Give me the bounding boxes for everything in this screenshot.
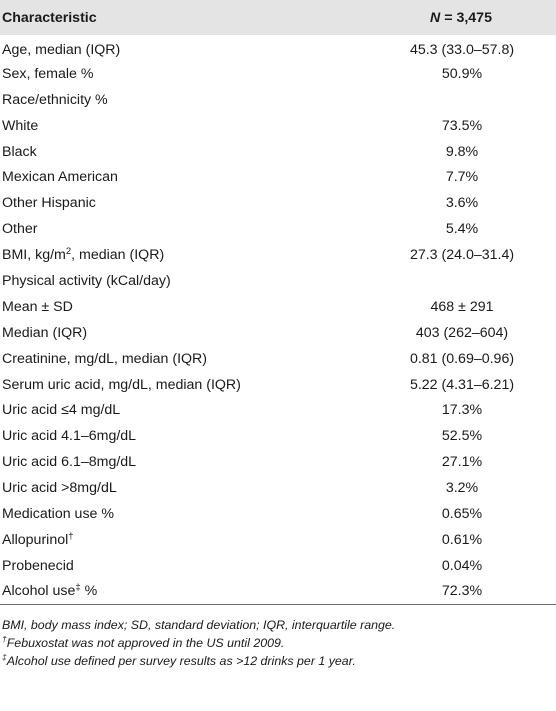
row-label: Uric acid >8mg/dL bbox=[2, 480, 117, 497]
row-value: 45.3 (33.0–57.8) bbox=[409, 41, 515, 58]
row-label: Other bbox=[2, 221, 38, 238]
table-row bbox=[0, 501, 556, 527]
row-value bbox=[356, 87, 556, 113]
row-label-superscript: † bbox=[68, 530, 74, 542]
row-label: Uric acid 6.1–8mg/dL bbox=[2, 454, 137, 471]
row-value: 72.3% bbox=[356, 579, 556, 605]
row-label-superscript: 2 bbox=[65, 246, 72, 258]
row-value: 17.3% bbox=[441, 402, 483, 419]
row-label: Probenecid bbox=[2, 557, 74, 574]
row-label bbox=[0, 527, 356, 553]
row-label: Other Hispanic bbox=[2, 195, 96, 212]
header-n bbox=[356, 0, 556, 35]
row-value bbox=[356, 268, 556, 294]
row-label-text: Allopurinol bbox=[2, 531, 69, 548]
row-label: Uric acid 4.1–6mg/dL bbox=[2, 428, 137, 445]
row-value: 73.5% bbox=[441, 117, 483, 134]
table-body bbox=[0, 35, 556, 605]
row-label: Age, median (IQR) bbox=[2, 41, 121, 58]
table-row bbox=[0, 346, 556, 372]
dagger-text: Febuxostat was not approved in the US until 2009. bbox=[6, 636, 285, 651]
table-row bbox=[0, 579, 556, 605]
table-row bbox=[0, 164, 556, 190]
row-value: 0.04% bbox=[441, 557, 483, 574]
table-row bbox=[0, 35, 556, 61]
table-row bbox=[0, 423, 556, 449]
row-label: Creatinine, mg/dL, median (IQR) bbox=[2, 350, 208, 367]
table-row bbox=[0, 397, 556, 423]
row-value: 9.8% bbox=[445, 143, 479, 160]
header-n-value: = 3,475 bbox=[440, 9, 492, 26]
table-row bbox=[0, 242, 556, 268]
row-value: 5.4% bbox=[445, 221, 479, 238]
table-row bbox=[0, 475, 556, 501]
header-characteristic: Characteristic bbox=[2, 9, 97, 26]
row-label: Race/ethnicity % bbox=[2, 91, 108, 108]
footnote-abbreviations: BMI, body mass index; SD, standard deviation; IQR, interquartile range. bbox=[2, 618, 396, 633]
row-value: 3.6% bbox=[445, 195, 479, 212]
table-footnotes bbox=[0, 616, 556, 670]
row-value: 0.65% bbox=[441, 505, 483, 522]
row-value: 27.1% bbox=[441, 454, 483, 471]
table-row bbox=[0, 216, 556, 242]
row-value: 7.7% bbox=[445, 169, 479, 186]
row-label-text: Alcohol use bbox=[2, 583, 76, 600]
row-value: 468 ± 291 bbox=[430, 298, 494, 315]
row-label bbox=[0, 242, 356, 268]
table-row bbox=[0, 553, 556, 579]
double-dagger-text: Alcohol use defined per survey results as >12 drinks per 1 year. bbox=[6, 654, 356, 669]
table-row bbox=[0, 268, 556, 294]
table-row bbox=[0, 139, 556, 165]
row-label: Serum uric acid, mg/dL, median (IQR) bbox=[2, 376, 241, 393]
table-row bbox=[0, 87, 556, 113]
row-label: Uric acid ≤4 mg/dL bbox=[2, 402, 121, 419]
row-label: Physical activity (kCal/day) bbox=[2, 272, 171, 289]
row-value: 27.3 (24.0–31.4) bbox=[409, 247, 515, 264]
table-header-row bbox=[0, 0, 556, 35]
row-label: White bbox=[2, 117, 39, 134]
table-row bbox=[0, 190, 556, 216]
row-value: 50.9% bbox=[441, 65, 483, 82]
row-label: Mean ± SD bbox=[2, 298, 73, 315]
row-label: Black bbox=[2, 143, 37, 160]
table-row bbox=[0, 320, 556, 346]
row-value: 0.61% bbox=[441, 531, 483, 548]
row-value: 52.5% bbox=[441, 428, 483, 445]
row-value: 0.81 (0.69–0.96) bbox=[409, 350, 515, 367]
table-row bbox=[0, 294, 556, 320]
footnote-double-dagger bbox=[2, 652, 556, 670]
table-row bbox=[0, 61, 556, 87]
row-label-suffix: , median (IQR) bbox=[71, 247, 165, 264]
row-value: 5.22 (4.31–6.21) bbox=[409, 376, 515, 393]
row-label: Medication use % bbox=[2, 505, 114, 522]
row-label-suffix: % bbox=[80, 583, 98, 600]
row-label bbox=[0, 579, 356, 605]
row-label: Median (IQR) bbox=[2, 324, 88, 341]
row-label-text: BMI, kg/m bbox=[2, 247, 66, 264]
footnote-dagger bbox=[2, 634, 556, 652]
row-label: Mexican American bbox=[2, 169, 118, 186]
table-row bbox=[0, 113, 556, 139]
table-row bbox=[0, 372, 556, 398]
header-n-label: N bbox=[430, 9, 441, 26]
row-label-superscript: ‡ bbox=[75, 582, 81, 594]
row-value: 3.2% bbox=[445, 480, 479, 497]
row-label: Sex, female % bbox=[2, 65, 94, 82]
table-row bbox=[0, 449, 556, 475]
table-row bbox=[0, 527, 556, 553]
double-dagger-mark: ‡ bbox=[2, 652, 7, 663]
row-value: 403 (262–604) bbox=[415, 324, 509, 341]
dagger-mark: † bbox=[2, 634, 7, 645]
